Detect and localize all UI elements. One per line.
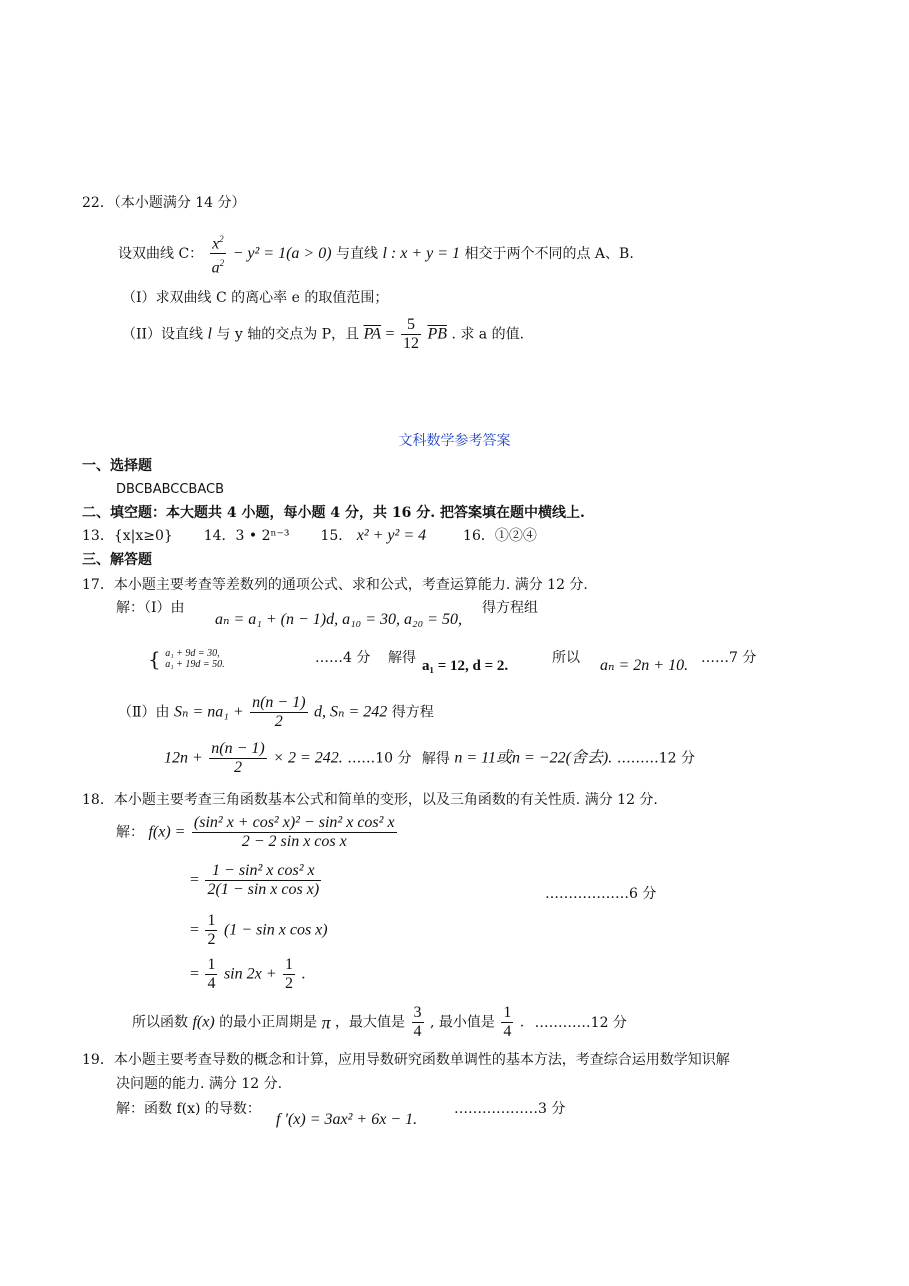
q22-vector-pa: $\overline{PA}$ [363,325,382,343]
q18-conc-fx: f(x) [192,1013,215,1031]
q18-intro: 18．本小题主要考查三角函数基本公式和简单的变形，以及三角函数的有关性质. 满分 12 分. [82,792,658,808]
fill-14: 14．3 • 2ⁿ⁻³ [203,528,290,544]
q17-step2: ……7 分 [701,650,757,666]
q22-frac-num: 5 [401,316,421,335]
q17-so-label: 所以 [552,650,580,666]
q22-hyperbola-fraction [210,230,227,278]
q17-system-eqs [165,648,224,670]
q18-fx: f(x) = [148,823,186,841]
q17-p2-num: n(n − 1) [252,694,306,711]
q22-frac-den: 12 [402,335,419,352]
q22-part1: （I）求双曲线 C 的离心率 e 的取值范围； [122,290,389,306]
q18-l4-end: . [301,965,306,983]
q19-step1: ………………3 分 [454,1101,566,1117]
q22-part2-suffix: . 求 a 的值. [451,326,525,343]
q22-eq-sign: = [385,325,395,343]
q18-conc-pi: π [321,1012,331,1033]
q22-eq-rest: − y² = 1(a > 0) [232,244,332,262]
q18-line4-fraction [205,956,217,993]
q18-line1-fraction [192,814,397,851]
q17-given-eq: aₙ = a₁ + (n − 1)d, a₁₀ = 30, a₂₀ = 50, [215,611,462,628]
q18-step2: …………12 分 [534,1014,627,1031]
fill-answers-row [82,526,537,546]
q22-eq-x: $x^2$ [210,230,227,254]
q17-sol-prefix: 解：（Ⅰ）由 [116,600,185,616]
fill-13: 13．{x|x≥0} [82,528,173,544]
q18-l3-den: 2 [207,931,216,948]
q17-so-eq: aₙ = 2n + 10. [600,657,689,674]
q18-l4-num: 1 [207,956,216,973]
q17-solve-eq: a₁ = 12, d = 2. [422,658,509,674]
q22-intro-prefix: 设双曲线 C： [118,245,204,262]
q17-p2-rest: d, Sₙ = 242 [313,703,388,721]
q22-ratio-fraction [401,316,421,353]
q18-line2-fraction [205,862,321,899]
q17-sys-2: a₁ + 19d = 50. [165,659,225,670]
q17-step4: ………12 分 [616,750,695,767]
q17-equation [164,740,695,780]
q18-l4-mid: sin 2x + [223,965,277,983]
q18-l1-num: (sin² x + cos² x)² − sin² x cos² x [193,814,395,831]
q18-min-num: 1 [503,1004,512,1021]
q18-line3: = $\frac{1}{2}$ (1 − sin x cos x) [190,912,328,948]
q17-eq-rhs: × 2 = 242. [273,749,343,767]
q17-result-eq: n = 11或n = −22(舍去). [454,749,613,767]
q18-max-den: 4 [413,1023,422,1040]
q18-max-num: 3 [413,1004,422,1021]
q17-p2-prefix: （Ⅱ）由 [118,704,170,721]
section-choice-title: 一、选择题 [82,458,152,474]
q17-step1: ……4 分 [315,650,371,666]
q17-brace-icon: { [148,647,161,671]
q18-l4-den: 4 [207,975,216,992]
q18-min-den: 4 [503,1023,512,1040]
q18-l4-num2: 1 [284,956,293,973]
q17-sol-suffix: 得方程组 [482,600,538,616]
q17-p2-sn: Sₙ = na₁ + [173,703,244,721]
q18-sol-label: 解： [116,824,144,841]
answers-title: 文科数学参考答案 [398,433,511,449]
fill-15-label: 15． [320,528,353,544]
q18-line4: = $\frac{1}{4}$ sin 2x + $\frac{1}{2}$ . [190,956,306,992]
q18-conc-mid1: 的最小正周期是 [219,1014,318,1031]
q22-header: 22．（本小题满分 14 分） [82,195,246,211]
section-solve-title: 三、解答题 [82,552,152,568]
q19-intro-1: 19．本小题主要考查导数的概念和计算，应用导数研究函数单调性的基本方法，考查综合运用数学知识解 [82,1052,730,1068]
q18-conc-prefix: 所以函数 [132,1014,188,1031]
q17-eq-den: 2 [233,759,242,776]
q19-sol-prefix: 解：函数 f(x) 的导数： [116,1101,261,1117]
q17-eq-lhs: 12n + [164,749,203,767]
q18-line4-fraction2 [283,956,295,993]
q17-p2-den: 2 [274,713,283,730]
q17-p2-suffix: 得方程 [391,704,434,721]
q18-conc-mid2: ，最大值是 [335,1014,406,1031]
q22-eq-mid: 与直线 [335,245,378,262]
q17-intro: 17．本小题主要考查等差数列的通项公式、求和公式，考查运算能力. 满分 12 分. [82,577,588,593]
q17-step3: ……10 分 [347,750,412,767]
fill-16: 16．①②④ [463,528,537,544]
q17-solution-line [116,598,185,618]
q22-part2 [122,316,524,356]
q19-derivative: f ′(x) = 3ax² + 6x − 1. [276,1111,418,1128]
q18-l4-den2: 2 [284,975,293,992]
fill-15: x² + y² = 4 [356,527,427,544]
q22-part2-mid: 与 y 轴的交点为 P，且 [216,326,360,343]
q18-l2-num: 1 − sin² x cos² x [205,862,321,881]
q17-eq-fraction [209,740,266,777]
q17-p2-fraction [250,694,307,731]
q17-system [148,648,225,678]
q17-part2 [118,694,434,734]
q17-eq-num: n(n − 1) [211,740,265,757]
q19-intro-2: 决问题的能力. 满分 12 分. [116,1076,283,1092]
q22-eq-a: $a^2$ [211,258,225,277]
q18-line2: = $\frac{\text{1 − sin² x cos² x}}{\text{2(1 − sin x cos x)}}$ [190,862,320,898]
q18-l3-rest: (1 − sin x cos x) [223,921,328,939]
q17-solve-label: 解得 [388,650,416,666]
q18-max-fraction [412,1004,424,1041]
q18-line1 [116,814,399,858]
q22-part2-l: l [207,325,212,343]
q18-line3-fraction [205,912,217,949]
q18-min-fraction [501,1004,513,1041]
q22-line-eq: l : x + y = 1 [382,244,461,262]
q18-conc-mid3: , 最小值是 [429,1014,495,1031]
q18-conclusion [132,1004,627,1048]
section-fill-title: 二、填空题：本大题共 4 小题，每小题 4 分，共 16 分. 把答案填在题中横线上. [82,505,585,521]
q22-intro [118,230,634,277]
q22-part2-prefix: （II）设直线 [122,326,204,343]
q17-sys-1: a₁ + 9d = 30, [165,648,220,659]
q22-vector-pb: $\overline{PB}$ [427,325,447,343]
q18-conc-end: . [519,1014,525,1031]
q18-l1-den: 2 − 2 sin x cos x [241,833,347,850]
q18-l3-num: 1 [207,912,216,929]
q22-intro-suffix: 相交于两个不同的点 A、B. [464,245,634,262]
choice-answers: DBCBABCCBACB [116,482,225,497]
q18-step1: ………………6 分 [545,886,657,902]
q17-result-label: 解得 [421,750,450,767]
q18-l2-den: 2(1 − sin x cos x) [207,881,320,898]
